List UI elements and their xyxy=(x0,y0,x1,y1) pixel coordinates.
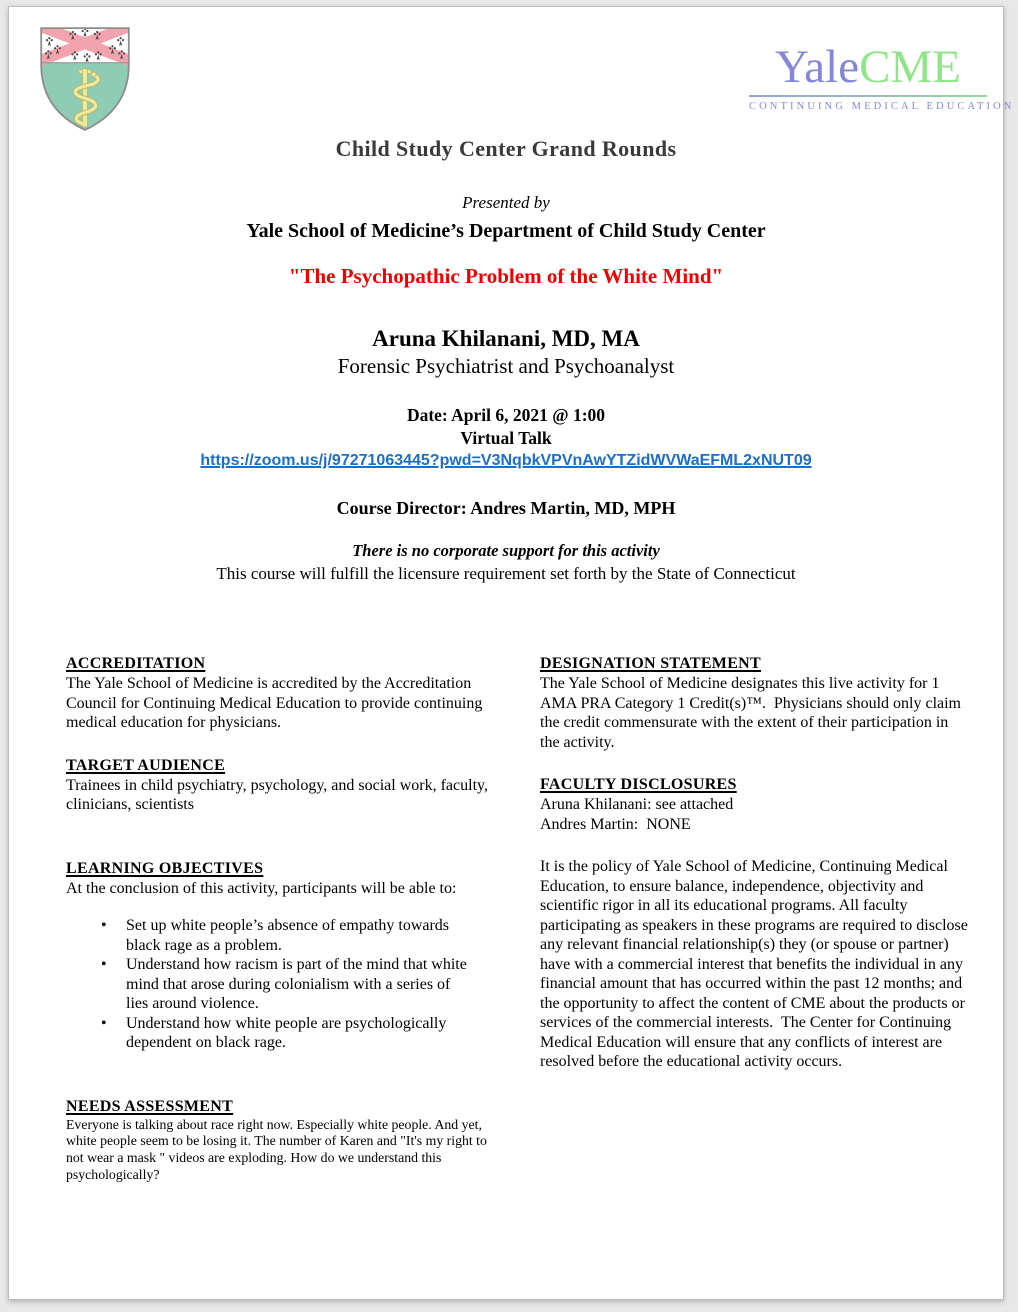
accreditation-body: The Yale School of Medicine is accredited by the Accreditation Council for Continuing Medical Education to provide continuing medical education for physicians. xyxy=(66,675,487,731)
yale-cme-logo xyxy=(749,41,1015,112)
yale-medicine-crest-icon xyxy=(34,22,136,134)
learning-objectives-list xyxy=(66,916,490,1053)
presented-by-label: Presented by xyxy=(462,193,550,212)
objective-text: Understand how racism is part of the mind that white mind that arose during colonialism with a series of lies around violence. xyxy=(126,956,467,1012)
needs-assessment-body: Everyone is talking about race right now. Especially white people. And yet, white people seem to be losing it. The number of Karen and "It's my right to not wear a mask " videos are exploding. How do we understand this psychologically? xyxy=(66,1116,491,1182)
learning-objectives-heading: LEARNING OBJECTIVES xyxy=(66,859,264,877)
learning-objectives-section xyxy=(66,859,490,1053)
yale-cme-rule xyxy=(749,95,987,97)
learning-objectives-intro: At the conclusion of this activity, participants will be able to: xyxy=(66,879,457,897)
yale-cme-wordmark-yale: Yale xyxy=(775,41,860,93)
speaker-name: Aruna Khilanani, MD, MA xyxy=(372,326,640,351)
yale-cme-wordmark-cme: CME xyxy=(859,41,961,93)
designation-statement-section xyxy=(540,654,968,752)
list-item xyxy=(66,955,490,1014)
designation-statement-body: The Yale School of Medicine designates this live activity for 1 AMA PRA Category 1 Credit(s)™. Physicians should only claim the credit commensurate with the extent of their participation in the activity. xyxy=(540,675,965,751)
page-title: Child Study Center Grand Rounds xyxy=(335,136,677,161)
course-director: Course Director: Andres Martin, MD, MPH xyxy=(336,498,676,518)
list-item xyxy=(66,916,490,955)
faculty-disclosure-line: Andres Martin: NONE xyxy=(540,815,691,833)
cme-policy-paragraph: It is the policy of Yale School of Medicine, Continuing Medical Education, to ensure balance, independence, objectivity and scientific rigor in all its educational programs. All faculty participating as speakers in these programs are required to disclose any relevant financial relationship(s) they (or spouse or partner) have with a commercial interest that benefits the individual in any financial amount that has occurred within the past 12 months; and the opportunity to affect the content of CME about the products or services of the commercial interests. The Center for Continuing Medical Education will ensure that any conflicts of interest are resolved before the educational activity occurs. xyxy=(540,858,972,1070)
target-audience-heading: TARGET AUDIENCE xyxy=(66,756,226,774)
designation-statement-heading: DESIGNATION STATEMENT xyxy=(540,655,762,672)
document-page xyxy=(8,6,1015,1300)
yale-cme-subtext: CONTINUING MEDICAL EDUCATION xyxy=(749,101,1015,112)
bullet-icon: • xyxy=(101,1014,107,1032)
accreditation-heading: ACCREDITATION xyxy=(66,655,206,672)
yale-cme-wordmark xyxy=(749,41,987,93)
body-columns xyxy=(66,654,972,1184)
presenting-department: Yale School of Medicine’s Department of Child Study Center xyxy=(246,220,766,242)
accreditation-section xyxy=(66,654,490,733)
licensure-note: This course will fulfill the licensure requirement set forth by the State of Connecticut xyxy=(216,564,796,583)
target-audience-section xyxy=(66,756,490,815)
speaker-role: Forensic Psychiatrist and Psychoanalyst xyxy=(337,354,675,378)
faculty-disclosures-heading: FACULTY DISCLOSURES xyxy=(540,776,737,793)
corporate-support-note: There is no corporate support for this activity xyxy=(352,541,660,560)
list-item xyxy=(66,1014,490,1053)
right-column xyxy=(540,654,972,1184)
bullet-icon: • xyxy=(101,956,107,973)
zoom-meeting-link[interactable]: https://zoom.us/j/97271063445?pwd=V3NqbkVPVnAwYTZidWVWaEFML2xNUT09 xyxy=(200,452,812,469)
objective-text: Set up white people’s absence of empathy towards black rage as a problem. xyxy=(126,917,450,954)
faculty-disclosures-section xyxy=(540,775,968,834)
bullet-icon: • xyxy=(101,917,107,934)
needs-assessment-heading: NEEDS ASSESSMENT xyxy=(66,1097,234,1115)
talk-title: "The Psychopathic Problem of the White Mind" xyxy=(288,264,724,288)
event-date: Date: April 6, 2021 @ 1:00 xyxy=(406,405,606,425)
objective-text: Understand how white people are psychologically dependent on black rage. xyxy=(126,1014,447,1051)
left-column xyxy=(66,654,490,1184)
faculty-disclosure-line: Aruna Khilanani: see attached xyxy=(540,796,734,813)
target-audience-body: Trainees in child psychiatry, psychology, and social work, faculty, clinicians, scientists xyxy=(66,776,492,813)
needs-assessment-section xyxy=(66,1097,490,1184)
event-format: Virtual Talk xyxy=(460,428,552,448)
